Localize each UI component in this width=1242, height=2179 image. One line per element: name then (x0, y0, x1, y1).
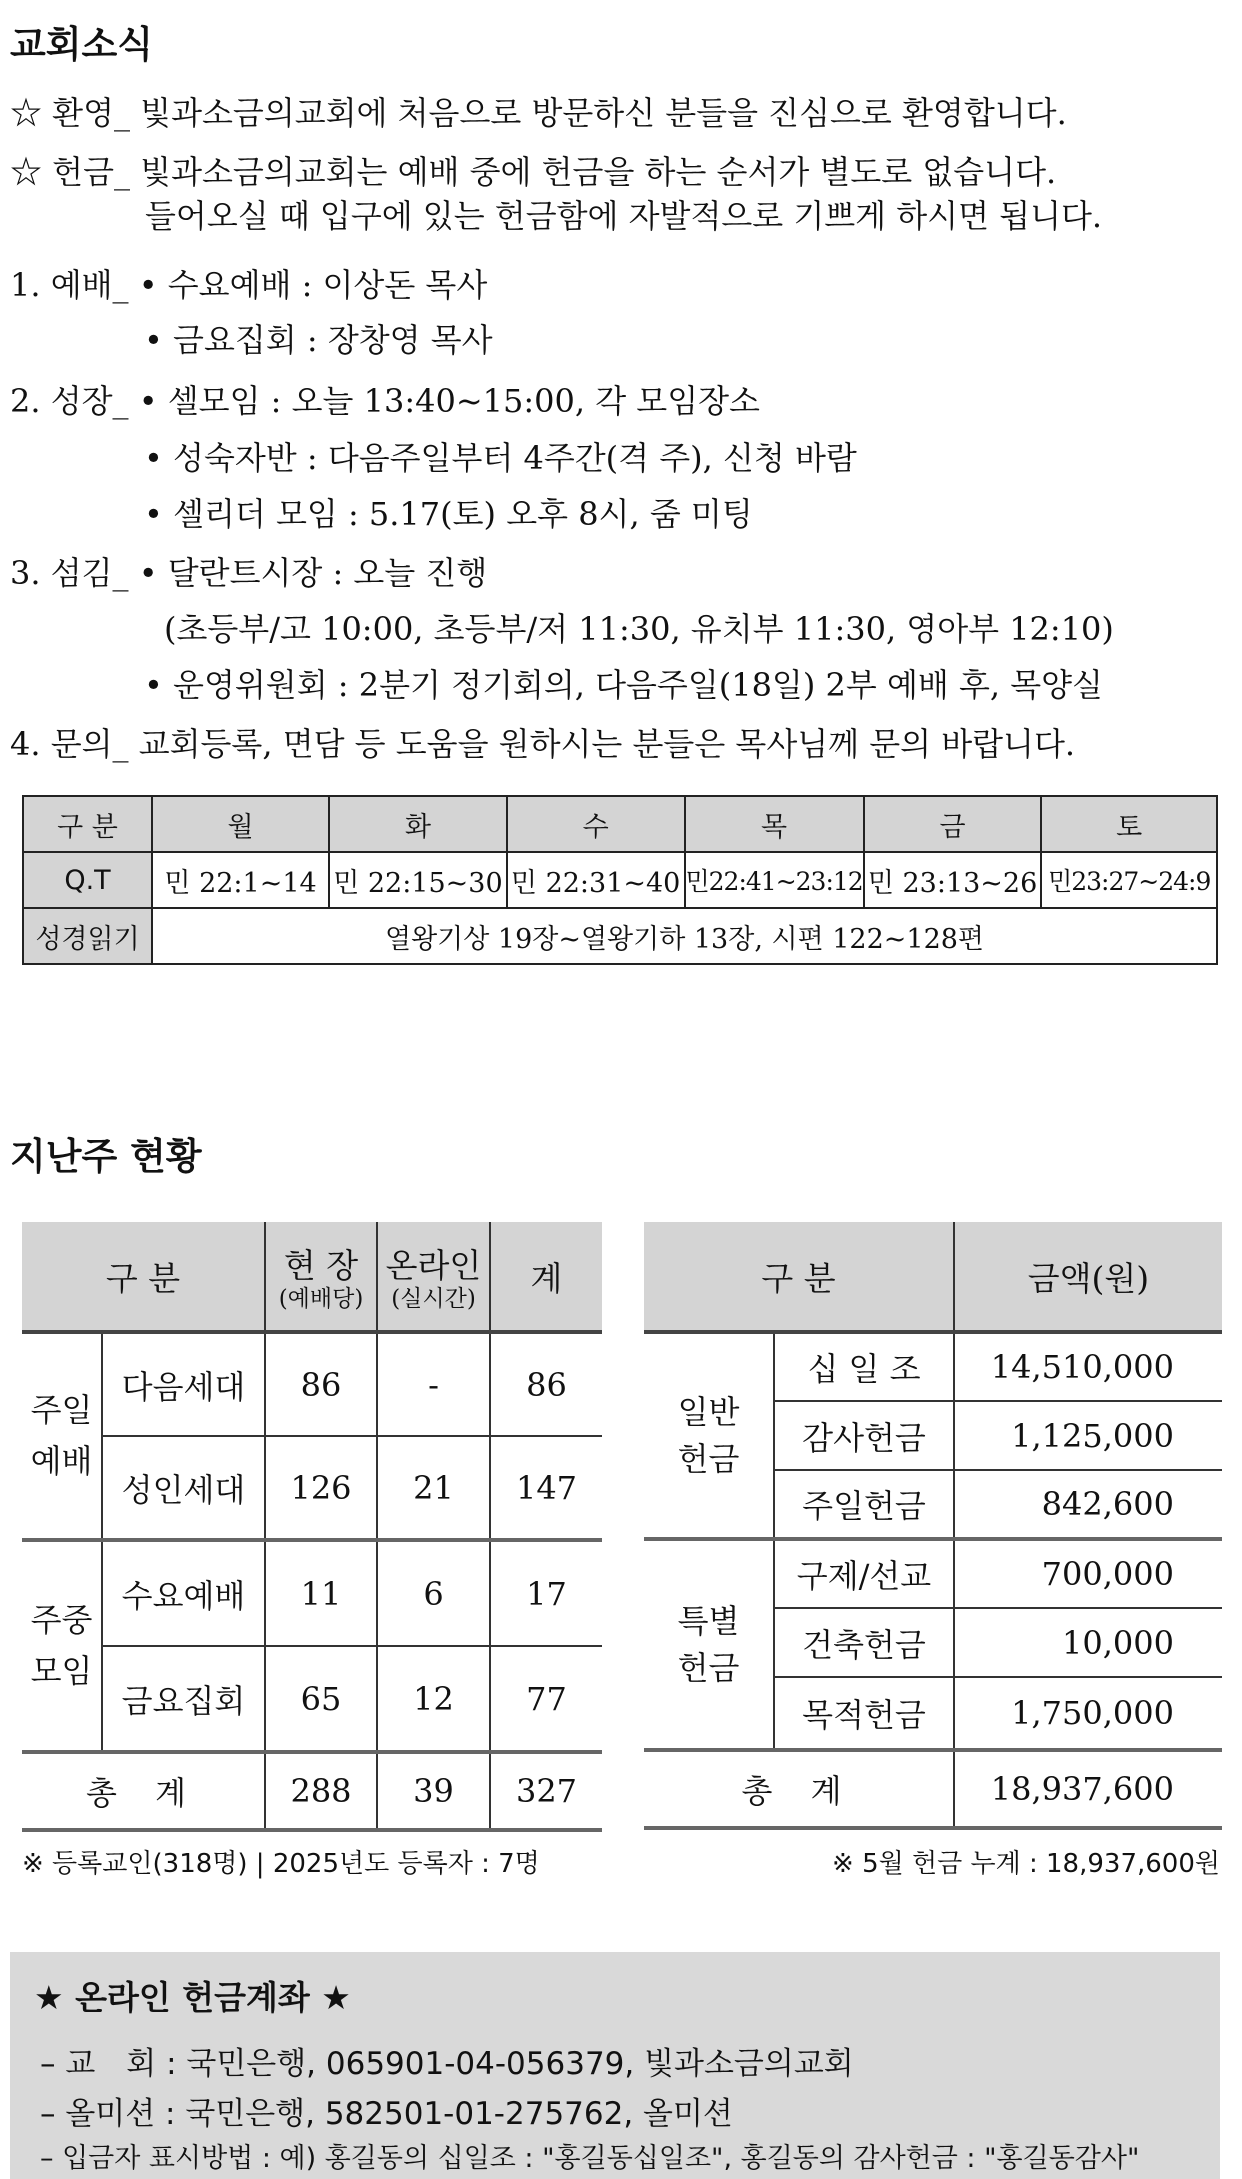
attendance-row-name: 성인세대 (102, 1436, 265, 1540)
online-account-method: – 입금자 표시방법 : 예) 홍길동의 십일조 : "홍길동십일조", 홍길동의 감사헌금 : "홍길동감사" (40, 2143, 1140, 2174)
attendance-row-online: 12 (377, 1646, 490, 1752)
qt-header-fri: 금 (864, 796, 1042, 852)
offering-row-amount: 14,510,000 (954, 1332, 1222, 1401)
attendance-header-category: 구 분 (22, 1222, 265, 1332)
qt-cell-mon: 민 22:1~14 (152, 852, 329, 908)
attendance-sum-onsite: 288 (265, 1752, 377, 1830)
attendance-row-onsite: 86 (265, 1332, 377, 1436)
offering-table (644, 1222, 1222, 1830)
offering-row-amount: 10,000 (954, 1608, 1222, 1677)
attendance-row-onsite: 65 (265, 1646, 377, 1752)
online-account-mission: – 올미션 : 국민은행, 582501-01-275762, 올미션 (40, 2096, 733, 2132)
offering-line-2: 들어오실 때 입구에 있는 헌금함에 자발적으로 기쁘게 하시면 됩니다. (145, 197, 1103, 235)
attendance-header-total: 계 (490, 1222, 602, 1332)
attendance-row-onsite: 11 (265, 1540, 377, 1646)
attendance-row-name: 수요예배 (102, 1540, 265, 1646)
offering-row-name: 십 일 조 (774, 1332, 954, 1401)
attendance-row-total: 147 (490, 1436, 602, 1540)
attendance-sum-label: 총 계 (22, 1752, 265, 1830)
offering-sum-label: 총 계 (644, 1750, 954, 1828)
attendance-row-total: 77 (490, 1646, 602, 1752)
offering-header-amount: 금액(원) (954, 1222, 1222, 1332)
serve-line-2: (초등부/고 10:00, 초등부/저 11:30, 유치부 11:30, 영아부 12:10) (164, 610, 1114, 648)
attendance-row-online: 21 (377, 1436, 490, 1540)
offering-row-amount: 1,125,000 (954, 1401, 1222, 1470)
online-account-title: ★ 온라인 헌금계좌 ★ (34, 1978, 351, 2017)
qt-header-category: 구 분 (23, 796, 152, 852)
growth-line-2: • 성숙자반 : 다음주일부터 4주간(격 주), 신청 바람 (144, 439, 857, 477)
attendance-row-online: 6 (377, 1540, 490, 1646)
offering-line-1: ☆ 헌금_ 빛과소금의교회는 예배 중에 헌금을 하는 순서가 별도로 없습니다. (10, 153, 1057, 191)
qt-row-label: Q.T (23, 852, 152, 908)
offering-row-amount: 1,750,000 (954, 1677, 1222, 1750)
qt-header-thu: 목 (685, 796, 864, 852)
attendance-row-total: 17 (490, 1540, 602, 1646)
offering-group-special: 특별 헌금 (644, 1539, 774, 1750)
worship-line-1: 1. 예배_ • 수요예배 : 이상돈 목사 (10, 266, 488, 304)
offering-row-name: 건축헌금 (774, 1608, 954, 1677)
qt-schedule-table (22, 795, 1218, 965)
offering-row-amount: 700,000 (954, 1539, 1222, 1608)
offering-row-name: 구제/선교 (774, 1539, 954, 1608)
offering-row-name: 목적헌금 (774, 1677, 954, 1750)
attendance-sum-online: 39 (377, 1752, 490, 1830)
attendance-table (22, 1222, 602, 1832)
qt-header-tue: 화 (329, 796, 507, 852)
reading-row-label: 성경읽기 (23, 908, 152, 964)
qt-cell-wed: 민 22:31~40 (507, 852, 685, 908)
offering-group-general: 일반 헌금 (644, 1332, 774, 1539)
online-account-box (10, 1952, 1220, 2179)
attendance-sum-total: 327 (490, 1752, 602, 1830)
attendance-row-name: 금요집회 (102, 1646, 265, 1752)
worship-line-2: • 금요집회 : 장창영 목사 (144, 321, 493, 359)
serve-line-3: • 운영위원회 : 2분기 정기회의, 다음주일(18일) 2부 예배 후, 목양실 (144, 666, 1103, 704)
offering-row-name: 주일헌금 (774, 1470, 954, 1539)
growth-line-3: • 셀리더 모임 : 5.17(토) 오후 8시, 줌 미팅 (144, 495, 753, 533)
attendance-row-online: - (377, 1332, 490, 1436)
attendance-header-online-sub: (실시간) (391, 1285, 476, 1312)
attendance-header-online (377, 1222, 490, 1332)
qt-cell-thu: 민22:41~23:12 (685, 852, 864, 908)
attendance-header-onsite-sub: (예배당) (278, 1285, 364, 1312)
attendance-group-weekday: 주중 모임 (22, 1540, 102, 1752)
qt-cell-fri: 민 23:13~26 (864, 852, 1042, 908)
qt-header-sat: 토 (1041, 796, 1217, 852)
attendance-header-onsite (265, 1222, 377, 1332)
qt-header-wed: 수 (507, 796, 685, 852)
attendance-row-total: 86 (490, 1332, 602, 1436)
offering-sum-amount: 18,937,600 (954, 1750, 1222, 1828)
qt-cell-tue: 민 22:15~30 (329, 852, 507, 908)
offering-note: ※ 5월 헌금 누계 : 18,937,600원 (832, 1849, 1220, 1879)
attendance-header-onsite-label: 현 장 (283, 1245, 359, 1285)
offering-header-category: 구 분 (644, 1222, 954, 1332)
section-title-church-news: 교회소식 (10, 23, 153, 66)
growth-line-1: 2. 성장_ • 셀모임 : 오늘 13:40~15:00, 각 모임장소 (10, 382, 760, 420)
qt-header-mon: 월 (152, 796, 329, 852)
reading-cell: 열왕기상 19장~열왕기하 13장, 시편 122~128편 (152, 908, 1217, 964)
attendance-note: ※ 등록교인(318명) | 2025년도 등록자 : 7명 (22, 1849, 540, 1879)
attendance-header-online-label: 온라인 (385, 1245, 482, 1285)
attendance-row-onsite: 126 (265, 1436, 377, 1540)
qt-cell-sat: 민23:27~24:9 (1041, 852, 1217, 908)
attendance-row-name: 다음세대 (102, 1332, 265, 1436)
online-account-church: – 교 회 : 국민은행, 065901-04-056379, 빛과소금의교회 (40, 2046, 854, 2082)
offering-row-name: 감사헌금 (774, 1401, 954, 1470)
attendance-group-sunday: 주일 예배 (22, 1332, 102, 1540)
welcome-line: ☆ 환영_ 빛과소금의교회에 처음으로 방문하신 분들을 진심으로 환영합니다. (10, 94, 1067, 132)
inquiry-line: 4. 문의_ 교회등록, 면담 등 도움을 원하시는 분들은 목사님께 문의 바랍니다. (10, 725, 1076, 763)
serve-line-1: 3. 섬김_ • 달란트시장 : 오늘 진행 (10, 554, 488, 592)
section-title-last-week: 지난주 현황 (10, 1135, 202, 1178)
offering-row-amount: 842,600 (954, 1470, 1222, 1539)
